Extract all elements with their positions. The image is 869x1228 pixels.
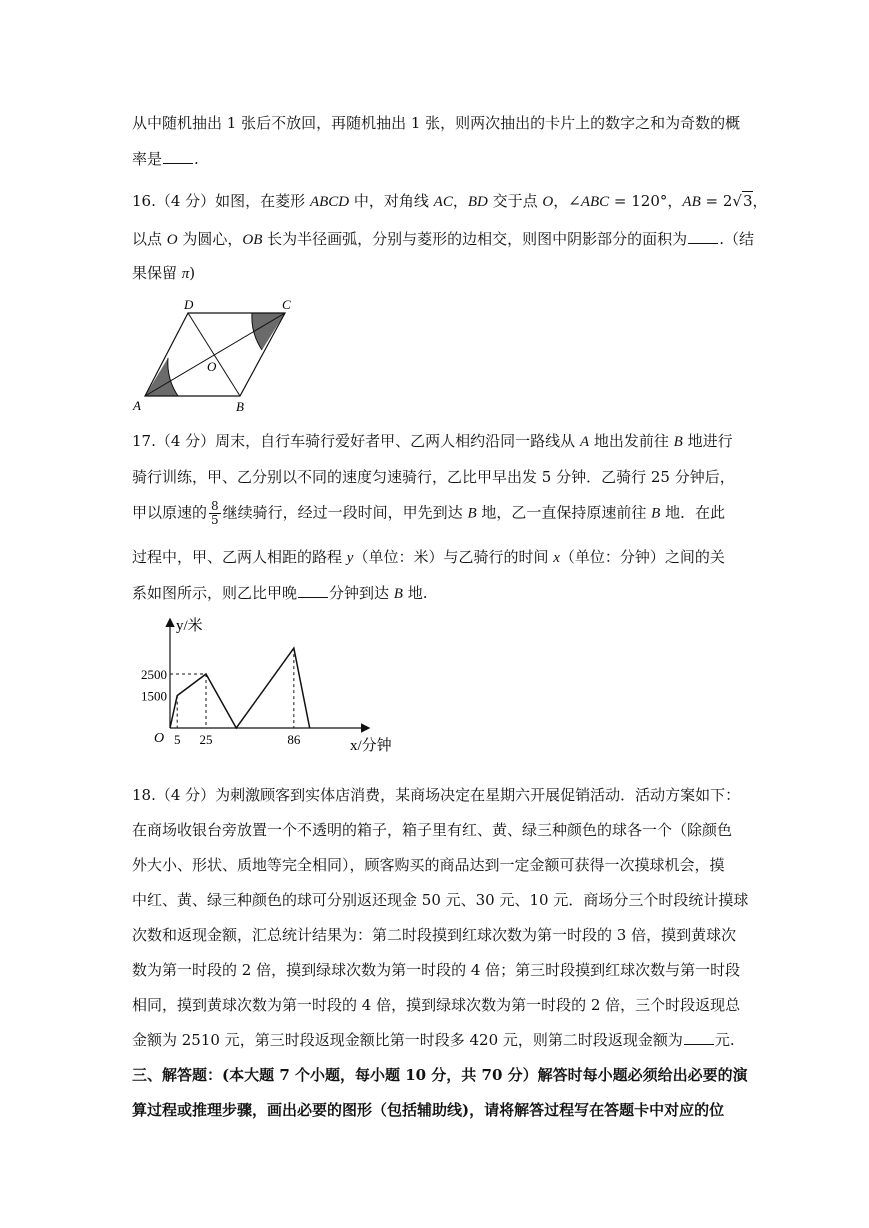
label-o: O bbox=[207, 359, 217, 374]
math-var: B bbox=[467, 505, 477, 522]
text: 地，乙一直保持原速前往 bbox=[476, 503, 652, 522]
question-17-line-2 bbox=[132, 466, 735, 487]
text: = 120°， bbox=[609, 192, 683, 210]
fraction bbox=[209, 500, 221, 527]
question-18-line-3 bbox=[132, 854, 725, 875]
text: 分钟到达 bbox=[329, 584, 394, 602]
question-16-line-2 bbox=[132, 228, 754, 249]
text: 地出发前往 bbox=[589, 432, 674, 450]
text: 过程中，甲、乙两人相距的路程 bbox=[132, 548, 347, 566]
x-tick-86: 86 bbox=[287, 732, 301, 747]
math-var: B bbox=[651, 505, 661, 522]
text: （单位：分钟）之间的关 bbox=[559, 548, 725, 566]
math-var: AB bbox=[682, 194, 701, 210]
diagonal-bd bbox=[188, 313, 240, 396]
x-axis-label: x/分钟 bbox=[350, 738, 392, 754]
question-18-line-7 bbox=[132, 994, 740, 1015]
text: 地. bbox=[402, 584, 428, 602]
text: 中红、黄、绿三种颜色的球可分别返还现金 50 元、30 元、10 元．商场分三个时段统计摸球 bbox=[132, 891, 749, 909]
math-var: ABCD bbox=[309, 194, 350, 210]
text: 以点 bbox=[132, 230, 167, 248]
text: ， bbox=[752, 192, 768, 210]
text: 在商场收银台旁放置一个不透明的箱子，箱子里有红、黄、绿三种颜色的球各一个（除颜色 bbox=[132, 821, 733, 839]
text: 次数和返现金额，汇总统计结果为：第二时段摸到红球次数为第一时段的 3 倍，摸到黄球次 bbox=[132, 926, 737, 944]
text: 甲以原速的 bbox=[132, 503, 208, 522]
question-17-line-5 bbox=[132, 582, 428, 603]
x-tick-25: 25 bbox=[199, 732, 213, 747]
answer-blank bbox=[688, 229, 718, 244]
question-18-line-1 bbox=[132, 784, 740, 805]
label-a: A bbox=[133, 398, 141, 413]
answer-blank bbox=[163, 149, 193, 164]
text: ) bbox=[189, 264, 196, 282]
text: ， bbox=[452, 192, 468, 210]
math-var: A bbox=[579, 434, 590, 450]
text: 继续骑行，经过一段时间，甲先到达 bbox=[222, 503, 468, 522]
text: 三、解答题：(本大题 7 个小题，每小题 10 分，共 70 分）解答时每小题必须给出必要的演 bbox=[132, 1066, 748, 1084]
math-var: B bbox=[673, 434, 683, 450]
y-axis-label: y/米 bbox=[176, 618, 203, 634]
text: 数为第一时段的 2 倍，摸到绿球次数为第一时段的 4 倍；第三时段摸到红球次数与第一时段 bbox=[132, 961, 741, 979]
text: 骑行训练，甲、乙分别以不同的速度匀速骑行，乙比甲早出发 5 分钟．乙骑行 25 分钟后， bbox=[132, 468, 735, 486]
question-17-line-4 bbox=[132, 546, 725, 567]
question-17-line-1 bbox=[132, 430, 733, 451]
question-18-line-6 bbox=[132, 959, 740, 980]
math-var: AC bbox=[433, 194, 453, 210]
math-var: OB bbox=[242, 232, 263, 248]
label-d: D bbox=[184, 297, 194, 312]
text: 18.（4 分）为刺激顾客到实体店消费，某商场决定在星期六开展促销活动．活动方案如下： bbox=[132, 786, 741, 804]
rhombus-figure bbox=[130, 296, 300, 418]
question-16-line-1: 16.（4 分）如图，在菱形 ABCD 中，对角线 AC，BD 交于点 O，∠ABC = 120°，AB = 2√3， bbox=[132, 192, 768, 210]
text: 地进行 bbox=[682, 432, 733, 450]
text-line bbox=[132, 112, 740, 133]
question-18-line-5 bbox=[132, 924, 736, 945]
text: 为圆心， bbox=[177, 230, 243, 248]
text: 16.（4 分）如图，在菱形 bbox=[132, 192, 310, 210]
distance-time-graph bbox=[140, 612, 410, 760]
text: 金额为 2510 元，第三时段返现金额比第一时段多 420 元，则第二时段返现金额为 bbox=[132, 1031, 683, 1049]
text: 中，对角线 bbox=[349, 192, 434, 210]
math-var: x bbox=[553, 550, 560, 566]
answer-blank bbox=[298, 583, 328, 598]
question-17-line-3 bbox=[132, 500, 725, 527]
math-var: y bbox=[346, 550, 354, 566]
question-16-line-3 bbox=[132, 262, 195, 283]
text: = 2 bbox=[700, 192, 733, 210]
text-line bbox=[132, 148, 199, 169]
math-var: O bbox=[542, 194, 554, 210]
question-18-line-4 bbox=[132, 889, 748, 910]
text: 17.（4 分）周末，自行车骑行爱好者甲、乙两人相约沿同一路线从 bbox=[132, 432, 580, 450]
math-var: π bbox=[181, 266, 190, 282]
text: 元. bbox=[714, 1031, 735, 1049]
math-var: BD bbox=[467, 194, 488, 210]
answer-blank bbox=[684, 1030, 714, 1045]
series-line bbox=[170, 648, 310, 728]
text: 地．在此 bbox=[660, 503, 726, 522]
label-c: C bbox=[282, 297, 291, 312]
math-var: ABC bbox=[580, 194, 610, 210]
question-18-line-8 bbox=[132, 1029, 735, 1050]
text: . bbox=[194, 150, 199, 168]
text: 算过程或推理步骤，画出必要的图形（包括辅助线)，请将解答过程写在答题卡中对应的位 bbox=[132, 1101, 725, 1119]
sqrt-value: 3 bbox=[742, 192, 753, 210]
question-18-line-2 bbox=[132, 819, 732, 840]
section-3-heading bbox=[132, 1064, 748, 1085]
text: 系如图所示，则乙比甲晚 bbox=[132, 584, 298, 602]
label-b: B bbox=[236, 399, 244, 414]
fraction-denominator: 5 bbox=[211, 513, 219, 527]
text: .（结 bbox=[719, 230, 754, 248]
math-var: B bbox=[393, 586, 403, 602]
text: 长为半径画弧，分别与菱形的边相交，则图中阴影部分的面积为 bbox=[262, 230, 688, 248]
text: （单位：米）与乙骑行的时间 bbox=[353, 548, 554, 566]
text: 相同，摸到黄球次数为第一时段的 4 倍，摸到绿球次数为第一时段的 2 倍，三个时段返现总 bbox=[132, 996, 741, 1014]
text: 交于点 bbox=[487, 192, 543, 210]
text: 外大小、形状、质地等完全相同），顾客购买的商品达到一定金额可获得一次摸球机会，摸 bbox=[132, 856, 725, 874]
y-tick-2500: 2500 bbox=[141, 667, 167, 682]
text: ，∠ bbox=[553, 192, 581, 210]
text: 从中随机抽出 1 张后不放回，再随机抽出 1 张，则两次抽出的卡片上的数字之和为奇数的概 bbox=[132, 114, 741, 132]
y-tick-1500: 1500 bbox=[141, 688, 167, 704]
fraction-numerator: 8 bbox=[211, 499, 219, 513]
math-var: O bbox=[166, 232, 178, 248]
text: 果保留 bbox=[132, 264, 182, 282]
x-tick-5: 5 bbox=[173, 732, 181, 747]
origin-label: O bbox=[154, 731, 165, 746]
text: 率是 bbox=[132, 150, 163, 168]
section-3-heading-cont bbox=[132, 1099, 724, 1120]
